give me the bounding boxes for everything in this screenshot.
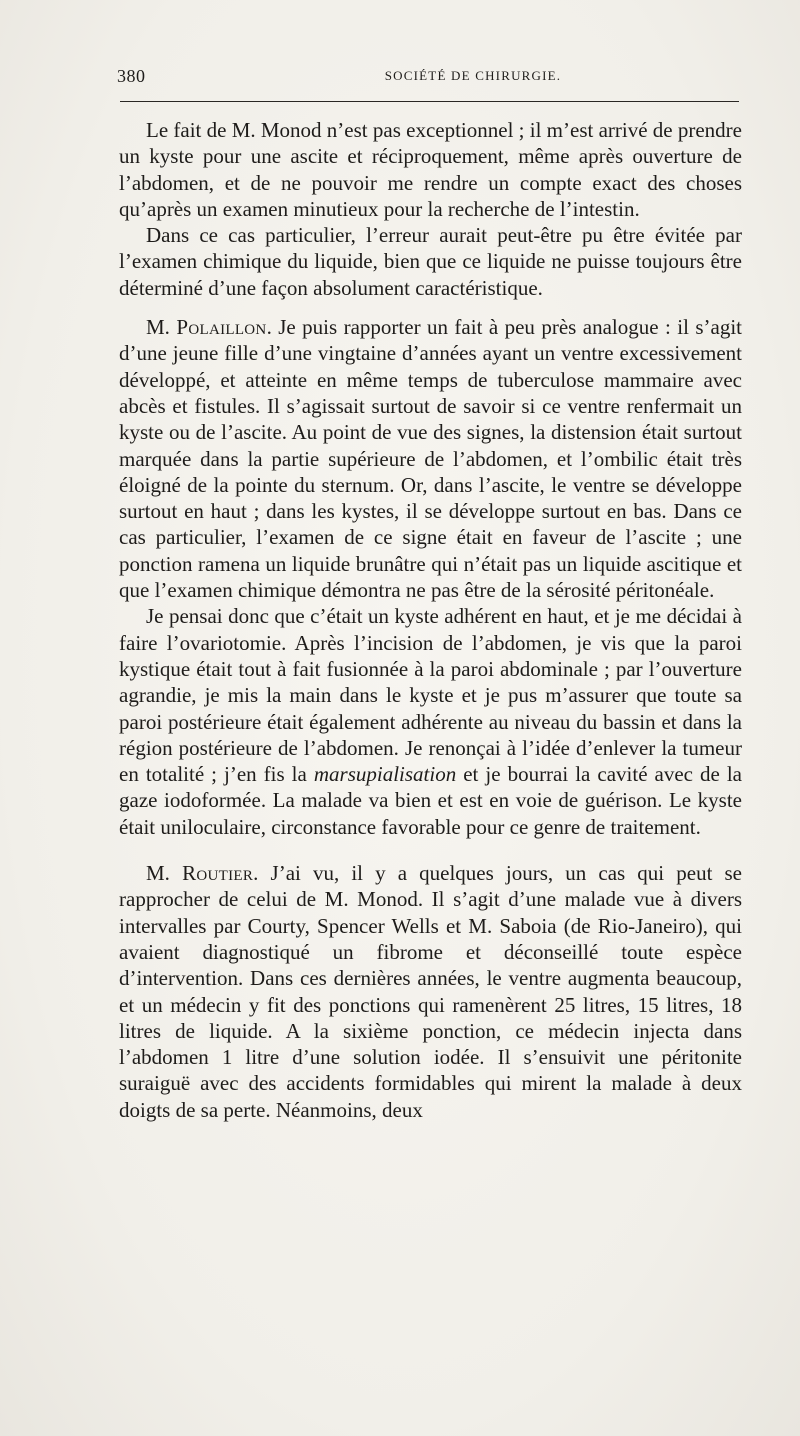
paragraph-chemical-exam xyxy=(119,222,742,301)
speaker-prefix: M. xyxy=(146,861,170,886)
body-text xyxy=(119,117,742,1123)
header-rule xyxy=(120,101,739,102)
paragraph-text: et je bourrai la cavité avec de la gaze iodoformée. La malade va bien et est en voie de guérison. Le kyste était uniloculaire, circonstance favorable pour ce genre de traitement. xyxy=(119,762,742,839)
paragraph-polaillon xyxy=(119,314,742,603)
italic-term: marsupialisation xyxy=(313,762,457,787)
page-header xyxy=(117,66,739,94)
speaker-name: Polaillon xyxy=(176,315,267,340)
speaker-prefix: M. xyxy=(146,315,170,340)
paragraph-routier xyxy=(119,860,742,1123)
paragraph-text: . J’ai vu, il y a quelques jours, un cas qui peut se rapprocher de celui de M. Monod. Il s’agit d’une malade vue à divers intervalles par Courty, Spencer Wells et M. Saboia (de Rio-Janeiro), qui avaient diagnostiqué un fibrome et déconseillé toute espèce d’intervention. Dans ces dernières années, le ventre augmenta beaucoup, et un médecin y fit des ponctions qui ramenèrent 25 litres, 15 litres, 18 litres de liquide. A la sixième ponction, ce médecin injecta dans l’abdomen 1 litre d’une solution iodée. Il s’ensuivit une péritonite suraiguë avec des accidents formidables qui mirent la malade à deux doigts de sa perte. Néanmoins, deux xyxy=(119,861,743,1122)
paragraph-text: . Je puis rapporter un fait à peu près analogue : il s’agit d’une jeune fille d’une vingtaine d’années ayant un ventre excessivement développé, et atteinte en même temps de tuberculose mammaire avec abcès et fistules. Il s’agissait surtout de savoir si ce ventre renfermait un kyste ou de l’ascite. Au point de vue des signes, la distension était surtout marquée dans la partie supérieure de l’abdomen, et l’ombilic était très éloigné de la pointe du sternum. Or, dans l’ascite, le ventre se développe surtout en haut ; dans les kystes, il se développe surtout en bas. Dans ce cas particulier, l’examen de ce signe était en faveur de l’ascite ; une ponction ramena un liquide brunâtre qui n’était pas un liquide ascitique et que l’examen chimique démontra ne pas être de la sérosité péritonéale. xyxy=(119,315,742,603)
paragraph-monod-case xyxy=(119,117,742,222)
speaker-name: Routier xyxy=(182,861,254,886)
paragraph-text: Le fait de M. Monod n’est pas exceptionnel ; il m’est arrivé de prendre un kyste pour une ascite et réciproquement, même après ouverture de l’abdomen, et de ne pouvoir me rendre un compte exact des choses qu’après un examen minutieux pour la recherche de l’intestin. xyxy=(119,118,742,221)
running-title: SOCIÉTÉ DE CHIRURGIE. xyxy=(384,68,562,83)
paragraph-text: Dans ce cas particulier, l’erreur aurait peut-être pu être évitée par l’examen chimique du liquide, bien que ce liquide ne puisse toujours être déterminé d’une façon absolument caractéristique. xyxy=(119,223,742,300)
page-number: 380 xyxy=(117,66,146,86)
paragraph-ovariotomy xyxy=(119,603,742,840)
paragraph-text: Je pensai donc que c’était un kyste adhérent en haut, et je me décidai à faire l’ovariotomie. Après l’incision de l’abdomen, je vis que la paroi kystique était tout à fait fusionnée à la paroi abdominale ; par l’ouverture agrandie, je mis la main dans le kyste et je pus m’assurer que toute sa paroi postérieure était également adhérente au niveau du bassin et dans la région postérieure de l’abdomen. Je renonçai à l’idée d’enlever la tumeur en totalité ; j’en fis la xyxy=(119,604,742,787)
